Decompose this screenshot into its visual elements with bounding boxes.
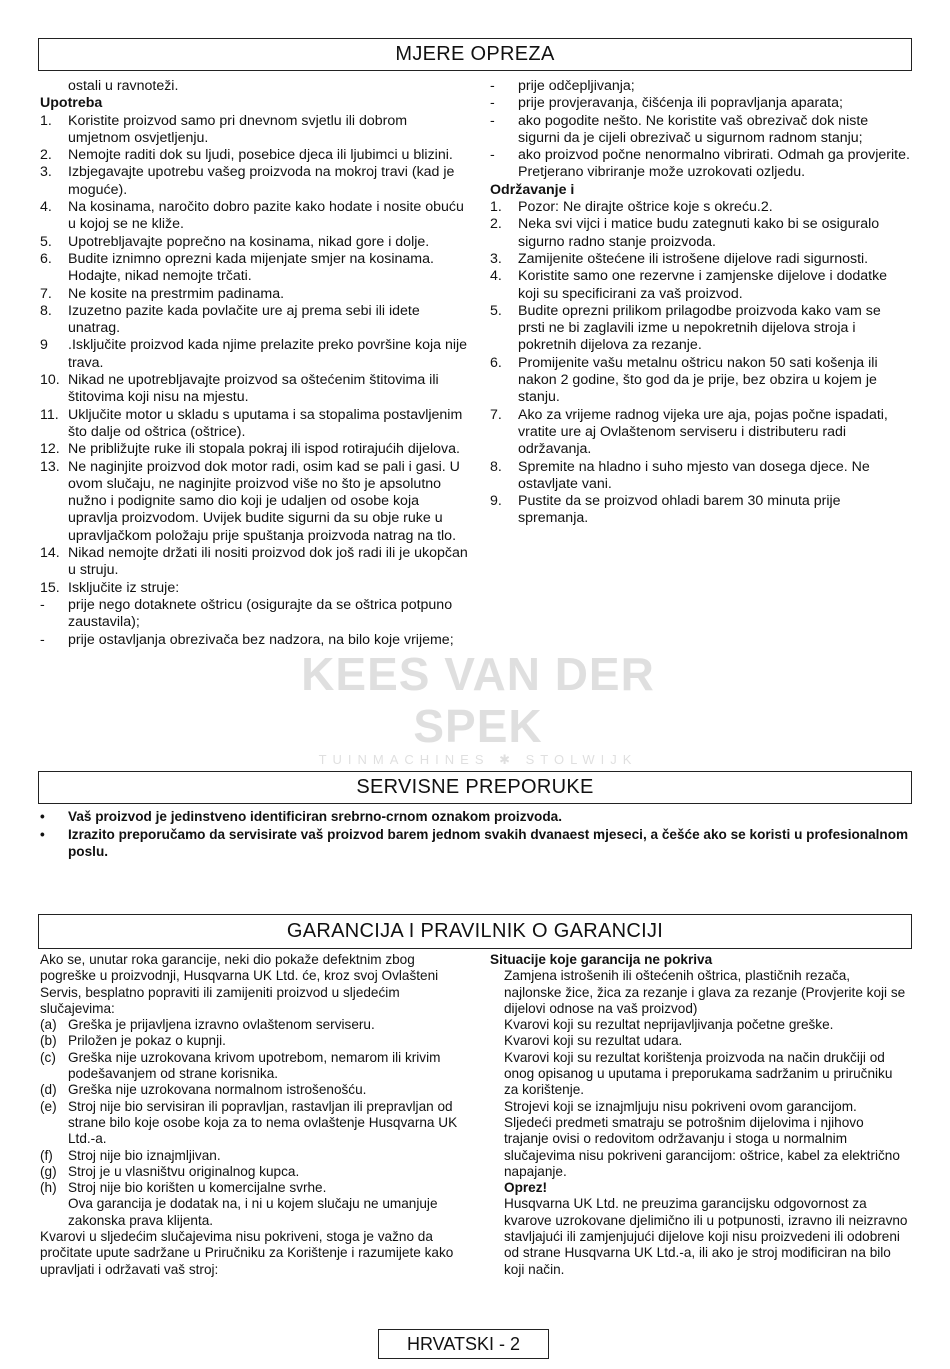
garancija-outro: Kvarovi u sljedećim slučajevima nisu pokriveni, stoga je važno da pročitate upute sadržane u Priručniku za Korištenje i razumijete kako upravljati i održavati vaš stroj:	[40, 1229, 454, 1277]
list-item-number: 9	[40, 337, 48, 354]
list-item-number: 6.	[490, 354, 502, 371]
list-item	[490, 113, 910, 148]
list-item-number: 14.	[40, 545, 60, 562]
list-item	[490, 95, 910, 112]
condition-item	[40, 1099, 468, 1148]
condition-item-number: (g)	[40, 1163, 57, 1179]
continued-text: ostali u ravnoteži.	[68, 78, 179, 94]
bullet-item-number: •	[40, 826, 45, 842]
garancija-intro: Ako se, unutar roka garancije, neki dio pokaže defektnim zbog pogreške u proizvodnji, Husqvarna UK Ltd. će, kroz svoj Ovlašteni Servis, besplatno popraviti ili zamijeniti proizvod u sljedećim slučajevima:	[40, 952, 439, 1016]
condition-item	[40, 1148, 468, 1164]
situacije-list	[490, 968, 910, 1180]
list-item-text: Pustite da se proizvod ohladi barem 30 minuta prije spremanja.	[518, 493, 841, 527]
list-item-text: Ako za vrijeme radnog vijeka ure aja, pojas počne ispadati, vratite ure aj Ovlaštenom serviseru i distributeru radi održavanja.	[518, 406, 888, 458]
garancija-conditions-list	[40, 1017, 468, 1196]
heading-odrzavanje: Održavanje i	[490, 181, 575, 198]
list-item	[40, 251, 468, 286]
list-item-number: 8.	[40, 302, 52, 319]
condition-item-text: Stroj nije bio iznajmljivan.	[68, 1147, 221, 1163]
condition-item-text: Greška nije uzrokovana normalnom istrošenošću.	[68, 1082, 367, 1098]
list-item-number: 11.	[40, 406, 59, 423]
condition-item	[40, 1033, 468, 1049]
list-item	[40, 286, 468, 303]
list-item-number: 1.	[40, 112, 52, 129]
list-item	[40, 113, 468, 148]
condition-item	[40, 1164, 468, 1180]
list-item-text: Uključite motor u skladu s uputama i sa stopalima postavljenim što dalje od oštrica (oštrice).	[68, 406, 463, 440]
list-item-text: ako proizvod počne nenormalno vibrirati. Odmah ga provjerite. Pretjerano vibriranje može uzrokovati ozljedu.	[518, 147, 910, 181]
heading-oprez: Oprez!	[504, 1180, 548, 1196]
situation-paragraph: Strojevi koji se iznajmljuju nisu pokriveni ovom garancijom.	[504, 1098, 857, 1114]
list-item	[40, 580, 468, 597]
bullet-item	[40, 808, 910, 826]
list-item-number: -	[40, 631, 45, 648]
list-item	[490, 78, 910, 95]
list-item-text: Nemojte raditi dok su ljudi, posebice djeca ili ljubimci u blizini.	[68, 147, 453, 164]
list-item-text: Neka svi vijci i matice budu zategnuti kako bi se osiguralo sigurno radno stanje proizvoda.	[518, 216, 880, 250]
list-item-number: 1.	[490, 199, 502, 216]
situation-paragraph: Kvarovi koji su rezultat korištenja proizvoda na način drukčiji od onog opisanog u uputama i preporukama sadržanim u priručniku za korištenje.	[504, 1049, 893, 1098]
list-item-number: 2.	[490, 216, 502, 233]
condition-item	[40, 1082, 468, 1098]
list-item-text: Nikad ne upotrebljavajte proizvod sa oštećenim štitovima ili štitovima koji nisu na mjestu.	[68, 372, 439, 406]
list-item-number: 9.	[490, 493, 502, 510]
situation-paragraph: Zamjena istrošenih ili oštećenih oštrica, plastičnih rezača, najlonske žice, žica za rezanje i glava za rezanje (Provjerite koji se dijelovi odnose na vaš proizvod)	[504, 968, 906, 1016]
odrzavanje-list	[490, 199, 910, 528]
situation-paragraph: Kvarovi koji su rezultat neprijavljivanja početne greške.	[504, 1017, 834, 1033]
list-item-text: Izbjegavajte upotrebu vašeg proizvoda na mokroj travi (kad je moguće).	[68, 164, 455, 198]
list-item	[40, 372, 468, 407]
condition-item-number: (e)	[40, 1098, 57, 1114]
list-item	[490, 268, 910, 303]
section-title-servisne-preporuke: SERVISNE PREPORUKE	[38, 771, 912, 804]
list-item-number: 5.	[490, 302, 502, 319]
section-title-garancija: GARANCIJA I PRAVILNIK O GARANCIJI	[38, 914, 912, 949]
watermark-sub: TUINMACHINES ✱ STOLWIJK	[318, 752, 638, 767]
list-item-text: Pozor: Ne dirajte oštrice koje s okreću.2.	[518, 199, 773, 216]
list-item-text: Spremite na hladno i suho mjesto van dosega djece. Ne ostavljate vani.	[518, 458, 870, 492]
list-item	[40, 337, 468, 372]
list-item	[490, 199, 910, 216]
list-item-number: 3.	[490, 250, 502, 267]
list-item-text: Nikad nemojte držati ili nositi proizvod dok još radi ili je ukopčan u struju.	[68, 545, 468, 579]
list-item	[490, 355, 910, 407]
condition-item-number: (a)	[40, 1017, 57, 1033]
list-item	[40, 545, 468, 580]
list-item-number: 15.	[40, 579, 60, 596]
condition-item-text: Greška je prijavljena izravno ovlaštenom serviseru.	[68, 1017, 375, 1033]
watermark-logo	[268, 648, 688, 767]
list-item-text: prije nego dotaknete oštricu (osigurajte da se oštrica potpuno zaustavila);	[68, 596, 453, 631]
condition-item	[40, 1017, 468, 1033]
list-item-number: -	[490, 78, 495, 94]
list-item-text: Na kosinama, naročito dobro pazite kako hodate i nosite obuću u kojoj se ne kliže.	[68, 199, 464, 233]
list-item	[40, 303, 468, 338]
condition-item-text: Stroj je u vlasništvu originalnog kupca.	[68, 1163, 300, 1179]
list-item-text: prije odčepljivanja;	[518, 78, 635, 94]
section-title-mjere-opreza: MJERE OPREZA	[38, 38, 912, 71]
bullet-item-text: Vaš proizvod je jedinstveno identificiran srebrno-crnom oznakom proizvoda.	[68, 809, 563, 824]
bullet-item-number: •	[40, 809, 45, 824]
list-item-text: Ne kosite na prestrmim padinama.	[68, 285, 285, 302]
list-item-number: 7.	[490, 406, 502, 423]
list-item-text: prije provjeravanja, čišćenja ili popravljanja aparata;	[518, 95, 843, 112]
list-item	[490, 147, 910, 182]
heading-situacije: Situacije koje garancija ne pokriva	[490, 952, 713, 967]
list-item	[490, 251, 910, 268]
list-item-text: prije ostavljanja obrezivača bez nadzora, na bilo koje vrijeme;	[68, 631, 454, 648]
condition-item-number: (h)	[40, 1180, 57, 1196]
list-item-number: -	[490, 112, 495, 129]
list-item-number: 2.	[40, 147, 52, 164]
situation-paragraph: Sljedeći predmeti smatraju se potrošnim dijelovima i njihovo trajanje ovisi o redovitom održavanju i stoga u normalnim slučajevima nisu pokriveni garancijom: oštrice, kabel za električno napajanje.	[504, 1114, 900, 1179]
condition-item-text: Priložen je pokaz o kupnji.	[68, 1033, 226, 1049]
list-item-number: 8.	[490, 458, 502, 475]
list-item-text: Izuzetno pazite kada povlačite ure aj prema sebi ili idete unatrag.	[68, 302, 420, 337]
list-item	[40, 597, 468, 632]
situation-paragraph: Kvarovi koji su rezultat udara.	[504, 1033, 683, 1049]
mjere-left-column	[40, 78, 468, 649]
list-item	[490, 303, 910, 355]
condition-item	[40, 1180, 468, 1196]
list-item	[40, 147, 468, 164]
list-item-text: Budite iznimno oprezni kada mijenjate smjer na kosinama. Hodajte, nikad nemojte trčati.	[68, 250, 434, 285]
garancija-right-column	[490, 952, 910, 1278]
list-item-text: Upotrebljavajte poprečno na kosinama, nikad gore i dolje.	[68, 233, 430, 250]
list-item-number: -	[490, 95, 495, 112]
condition-item-text: Greška nije uzrokovana krivom upotrebom, nemarom ili krivim podešavanjem od strane korisnika.	[68, 1049, 441, 1082]
list-item-text: Promijenite vašu metalnu oštricu nakon 50 sati košenja ili nakon 2 godine, što god da je prije, bez obzira u kojem je stanju.	[518, 354, 878, 406]
bullet-item-text: Izrazito preporučamo da servisirate vaš proizvod barem jednom svakih dvanaest mjeseci, a češće ako se koristi u profesionalnom poslu.	[68, 826, 909, 859]
list-item	[490, 216, 910, 251]
garancija-left-column	[40, 952, 468, 1278]
condition-item-number: (c)	[40, 1049, 56, 1065]
list-item	[490, 407, 910, 459]
condition-item-number: (b)	[40, 1033, 57, 1049]
heading-upotreba: Upotreba	[40, 95, 103, 112]
page-footer-label: HRVATSKI - 2	[378, 1329, 549, 1359]
list-item-text: .Isključite proizvod kada njime prelazite preko površine koja nije trava.	[68, 337, 468, 371]
list-item	[490, 493, 910, 528]
servis-list	[40, 808, 910, 861]
condition-item-number: (f)	[40, 1147, 53, 1163]
condition-item-text: Stroj nije bio servisiran ili popravljan, rastavljan ili prepravljan od strane bilo koje osobe koja za to nema ovlaštenje Husqvarna UK Ltd.-a.	[68, 1098, 458, 1147]
list-item	[490, 459, 910, 494]
list-item	[40, 199, 468, 234]
mjere-right-column	[490, 78, 910, 528]
list-item-number: 10.	[40, 372, 60, 389]
condition-item	[40, 1050, 468, 1083]
list-item-text: ako pogodite nešto. Ne koristite vaš obrezivač dok niste sigurni da je cijeli obrezivač u sigurnom radnom stanju;	[518, 112, 869, 146]
iskljucite-list	[490, 78, 910, 182]
list-item-number: 7.	[40, 285, 52, 302]
bullet-item	[40, 826, 910, 861]
list-item-number: 6.	[40, 250, 52, 267]
list-item-number: 12.	[40, 441, 60, 458]
list-item-number: 13.	[40, 458, 60, 475]
list-item-text: Ne naginjite proizvod dok motor radi, osim kad se pali i gasi. U ovom slučaju, ne naginjite proizvod više no što je apsolutno nužno i podignite samo dio koji je udaljen od osobe koja upravlja proizvodom. Uvijek budite sigurni da su obje ruke u upravljačkom položaju prije spuštanja proizvoda natrag na tlo.	[68, 458, 460, 544]
condition-item-text: Stroj nije bio korišten u komercijalne svrhe.	[68, 1180, 327, 1196]
list-item-text: Isključite iz struje:	[68, 579, 180, 596]
list-item-number: -	[490, 147, 495, 164]
upotreba-list	[40, 113, 468, 649]
list-item	[40, 164, 468, 199]
list-item-text: Ne približujte ruke ili stopala pokraj ili ispod rotirajućih dijelova.	[68, 441, 460, 458]
list-item-text: Koristite proizvod samo pri dnevnom svjetlu ili dobrom umjetnom osvjetljenju.	[68, 112, 408, 146]
list-item-number: 5.	[40, 233, 52, 250]
list-item	[40, 632, 468, 649]
list-item-text: Zamijenite oštećene ili istrošene dijelove radi sigurnosti.	[518, 250, 869, 267]
list-item-number: 4.	[40, 199, 52, 216]
list-item-number: -	[40, 596, 45, 613]
list-item	[40, 459, 468, 545]
list-item-number: 3.	[40, 164, 52, 181]
list-item	[40, 407, 468, 442]
garancija-note: Ova garancija je dodatak na, i ni u kojem slučaju ne umanjuje zakonska prava klijenta.	[68, 1196, 438, 1228]
watermark-main: KEES VAN DER SPEK	[301, 648, 655, 752]
list-item-number: 4.	[490, 268, 502, 285]
list-item-text: Budite oprezni prilikom prilagodbe proizvoda kako vam se prsti ne bi zaglavili izme u nepokretnih dijelova stroja i pokretnih dijelova za rezanje.	[518, 302, 881, 354]
list-item	[40, 234, 468, 251]
list-item-text: Koristite samo one rezervne i zamjenske dijelove i dodatke koji su specificirani za vaš proizvod.	[518, 268, 888, 302]
list-item	[40, 441, 468, 458]
condition-item-number: (d)	[40, 1082, 57, 1098]
oprez-text: Husqvarna UK Ltd. ne preuzima garancijsku odgovornost za kvarove uzrokovane djelimično ili u potpunosti, izravno ili neizravno stavljajući ili zamjenjujući dijelove koji nisu proizvedeni ili odobreni od strane Husqvarna UK Ltd.-a, ili ako je stroj modificiran na bilo koji način.	[504, 1196, 908, 1277]
